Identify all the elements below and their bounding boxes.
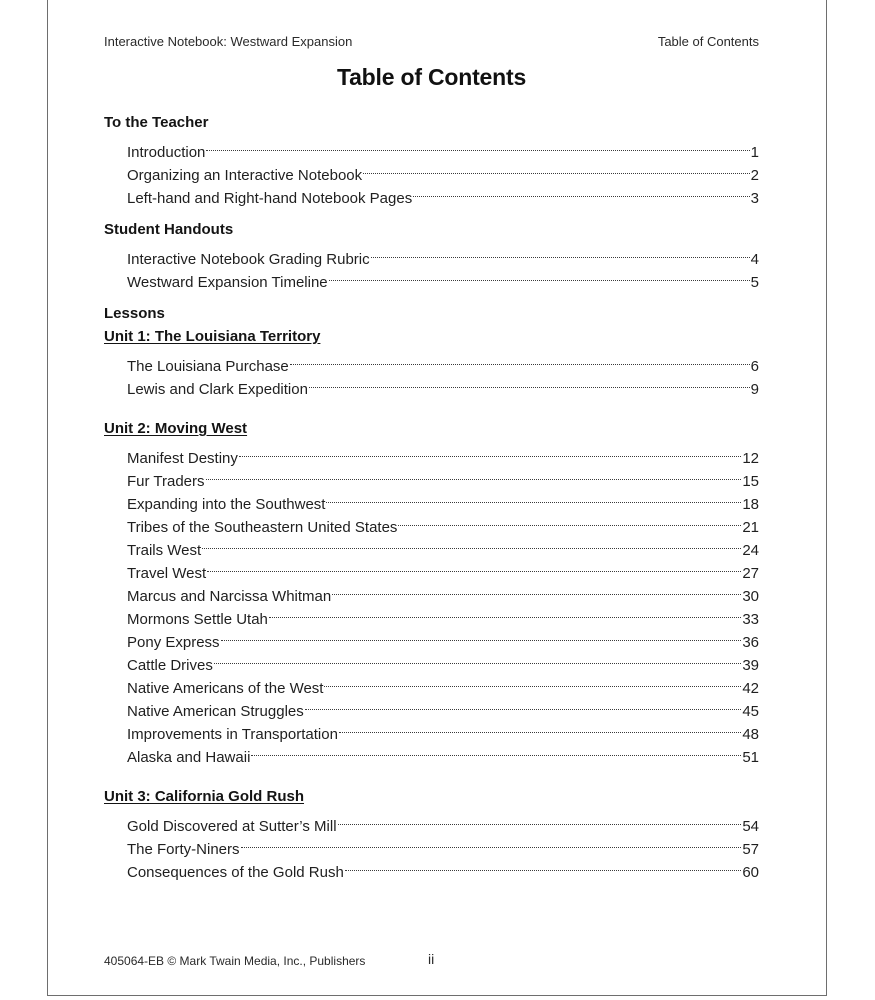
unit-heading-2: Unit 2: Moving West (104, 420, 248, 437)
toc-entry-label: Cattle Drives (127, 657, 213, 674)
page-title: Table of Contents (336, 64, 527, 90)
toc-entry-page: 24 (742, 542, 759, 559)
dot-leader (269, 601, 741, 624)
toc-entry-page: 51 (742, 749, 759, 766)
toc-entry[interactable] (104, 241, 759, 268)
toc-entry-label: Introduction (127, 144, 206, 161)
dot-leader (326, 486, 741, 509)
toc-entry-label: Native American Struggles (127, 703, 304, 720)
dot-leader (339, 716, 741, 739)
table-of-contents (104, 111, 759, 881)
dot-leader (290, 348, 750, 371)
running-header-section: Table of Contents (657, 34, 759, 49)
toc-entry-page: 3 (750, 190, 759, 207)
toc-entry-page: 2 (750, 167, 759, 184)
section-heading-student-handouts: Student Handouts (104, 221, 234, 238)
toc-entry-page: 57 (742, 841, 759, 858)
dot-leader (398, 509, 741, 532)
dot-leader (305, 693, 742, 716)
section-heading-lessons: Lessons (104, 305, 165, 322)
toc-entry-page: 27 (742, 565, 759, 582)
toc-entry-page: 5 (750, 274, 759, 291)
dot-leader (371, 241, 750, 264)
toc-entry-page: 54 (742, 818, 759, 835)
toc-entry-page: 60 (742, 864, 759, 881)
toc-entry[interactable] (104, 134, 759, 161)
toc-entry-label: Alaska and Hawaii (127, 749, 251, 766)
dot-leader (332, 578, 741, 601)
dot-leader (207, 555, 741, 578)
toc-entry-label: Marcus and Narcissa Whitman (127, 588, 332, 605)
dot-leader (206, 134, 749, 157)
dot-leader (206, 463, 742, 486)
toc-entry-label: Gold Discovered at Sutter’s Mill (127, 818, 337, 835)
toc-entry[interactable] (104, 348, 759, 375)
toc-entry[interactable] (104, 555, 759, 582)
toc-entry-page: 48 (742, 726, 759, 743)
dot-leader (329, 264, 750, 287)
dot-leader (309, 371, 750, 394)
unit-heading-3: Unit 3: California Gold Rush (104, 788, 305, 805)
toc-entry-label: Fur Traders (127, 473, 205, 490)
running-header (104, 34, 759, 50)
toc-entry[interactable] (104, 808, 759, 835)
toc-entry-page: 9 (750, 381, 759, 398)
toc-entry-label: Travel West (127, 565, 207, 582)
toc-entry-label: Pony Express (127, 634, 220, 651)
dot-leader (338, 808, 742, 831)
toc-entry-page: 6 (750, 358, 759, 375)
toc-entry-label: Westward Expansion Timeline (127, 274, 328, 291)
toc-entry-page: 15 (742, 473, 759, 490)
dot-leader (239, 440, 741, 463)
unit-heading-1: Unit 1: The Louisiana Territory (104, 328, 321, 345)
toc-entry-page: 12 (742, 450, 759, 467)
toc-entry-label: Tribes of the Southeastern United States (127, 519, 398, 536)
toc-entry-label: Consequences of the Gold Rush (127, 864, 344, 881)
toc-entry-page: 36 (742, 634, 759, 651)
footer-copyright: 405064-EB © Mark Twain Media, Inc., Publishers (104, 954, 366, 968)
toc-entry-label: The Forty-Niners (127, 841, 240, 858)
toc-entry-page: 33 (742, 611, 759, 628)
dot-leader (345, 854, 742, 877)
toc-entry-label: Expanding into the Southwest (127, 496, 326, 513)
dot-leader (241, 831, 742, 854)
footer-page-number: ii (428, 951, 435, 967)
section-heading-to-the-teacher: To the Teacher (104, 114, 209, 131)
toc-entry-label: Manifest Destiny (127, 450, 238, 467)
dot-leader (214, 647, 741, 670)
toc-entry-page: 39 (742, 657, 759, 674)
dot-leader (324, 670, 741, 693)
running-header-book-title: Interactive Notebook: Westward Expansion (104, 34, 353, 49)
toc-entry-label: Improvements in Transportation (127, 726, 338, 743)
toc-entry-label: Left-hand and Right-hand Notebook Pages (127, 190, 413, 207)
toc-entry-page: 45 (742, 703, 759, 720)
dot-leader (413, 180, 749, 203)
dot-leader (363, 157, 750, 180)
dot-leader (251, 739, 741, 762)
toc-entry-page: 1 (750, 144, 759, 161)
toc-entry-label: Mormons Settle Utah (127, 611, 268, 628)
toc-entry-label: Organizing an Interactive Notebook (127, 167, 363, 184)
toc-entry-page: 21 (742, 519, 759, 536)
dot-leader (221, 624, 742, 647)
toc-entry-label: Trails West (127, 542, 202, 559)
toc-entry[interactable] (104, 532, 759, 559)
toc-entry-label: Interactive Notebook Grading Rubric (127, 251, 370, 268)
dot-leader (202, 532, 741, 555)
toc-entry-label: The Louisiana Purchase (127, 358, 289, 375)
toc-entry-page: 42 (742, 680, 759, 697)
toc-entry[interactable] (104, 440, 759, 467)
toc-entry-label: Native Americans of the West (127, 680, 324, 697)
toc-entry-page: 18 (742, 496, 759, 513)
toc-entry-page: 4 (750, 251, 759, 268)
toc-entry-label: Lewis and Clark Expedition (127, 381, 308, 398)
toc-entry-page: 30 (742, 588, 759, 605)
